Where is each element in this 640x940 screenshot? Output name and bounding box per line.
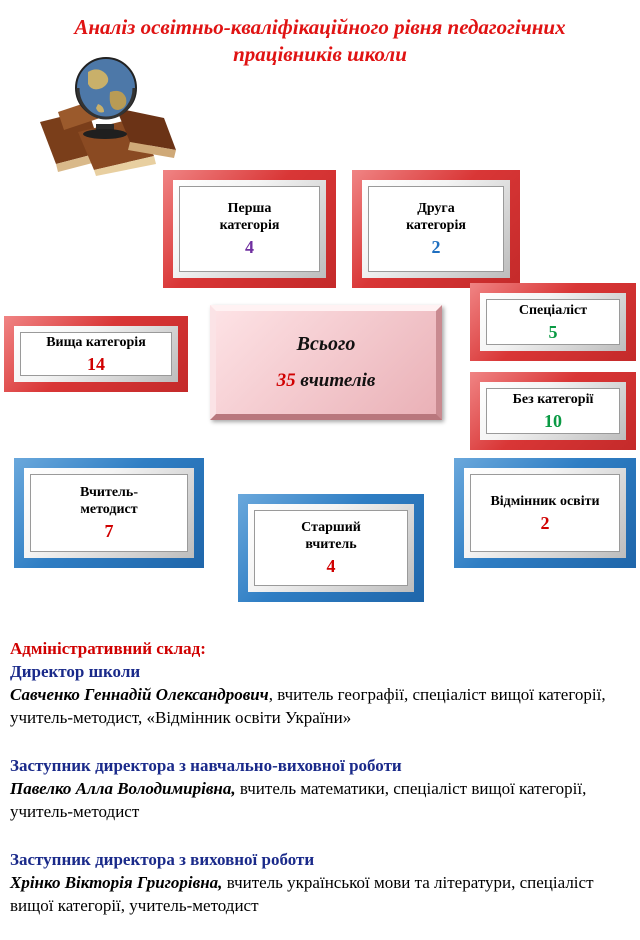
senior-count: 4 <box>326 556 336 576</box>
second-category-box <box>352 170 520 288</box>
title-line-2: працівників школи <box>233 42 407 66</box>
second-category-label-2: категорія <box>406 218 466 233</box>
first-category-label-2: категорія <box>219 218 280 233</box>
deputy1-details: вчитель математики, спеціаліст вищої категорії, учитель-методист <box>10 779 587 821</box>
deputy1-name: Павелко Алла Володимирівна, <box>10 779 236 798</box>
director-details: , вчитель географії, спеціаліст вищої категорії, учитель-методист, «Відмінник освіти України» <box>10 685 606 727</box>
methodist-label-2: методист <box>80 502 138 517</box>
deputy1-section <box>10 754 630 823</box>
admin-heading: Адміністративний склад: <box>10 639 206 658</box>
director-role: Директор школи <box>10 662 141 681</box>
methodist-label-1: Вчитель- <box>80 485 138 500</box>
second-category-count: 2 <box>431 237 441 257</box>
deputy2-name: Хрінко Вікторія Григорівна, <box>10 873 223 892</box>
no-category-box <box>470 372 636 450</box>
deputy2-info <box>10 871 630 917</box>
total-label: Всього <box>296 333 356 355</box>
total-line <box>277 370 376 392</box>
first-category-count: 4 <box>245 237 254 257</box>
specialist-label: Спеціаліст <box>518 302 588 318</box>
deputy2-section <box>10 848 630 917</box>
director-name: Савченко Геннадій Олександрович <box>10 685 269 704</box>
deputy2-details: вчитель української мови та літератури, спеціаліст вищої категорії, учитель-методист <box>10 873 594 915</box>
total-teachers-box <box>210 305 442 420</box>
total-unit: вчителів <box>300 370 376 391</box>
no-category-count: 10 <box>544 410 562 431</box>
admin-section <box>10 637 630 729</box>
highest-category-box <box>4 316 188 392</box>
director-info <box>10 683 630 729</box>
title-line-1: Аналіз освітньо-кваліфікаційного рівня педагогічних <box>74 15 566 39</box>
specialist-box <box>470 283 636 361</box>
deputy2-role: Заступник директора з виховної роботи <box>10 850 315 869</box>
highest-category-label: Вища категорія <box>46 334 146 350</box>
senior-label-2: вчитель <box>305 537 357 552</box>
senior-label-1: Старший <box>301 520 361 535</box>
excellence-box <box>454 458 636 568</box>
specialist-count: 5 <box>548 321 558 342</box>
first-category-label-1: Перша <box>227 201 272 216</box>
no-category-label: Без категорії <box>512 391 594 407</box>
teacher-methodist-box <box>14 458 204 568</box>
deputy1-info <box>10 777 630 823</box>
globe-books-illustration <box>38 52 178 178</box>
methodist-count: 7 <box>104 521 114 541</box>
senior-teacher-box <box>238 494 424 602</box>
excellence-label: Відмінник освіти <box>490 493 600 509</box>
deputy1-role: Заступник директора з навчально-виховної роботи <box>10 756 402 775</box>
excellence-count: 2 <box>540 512 550 533</box>
first-category-box <box>163 170 336 288</box>
second-category-label-1: Друга <box>417 201 455 216</box>
highest-category-count: 14 <box>87 353 105 374</box>
total-count: 35 <box>276 370 296 391</box>
